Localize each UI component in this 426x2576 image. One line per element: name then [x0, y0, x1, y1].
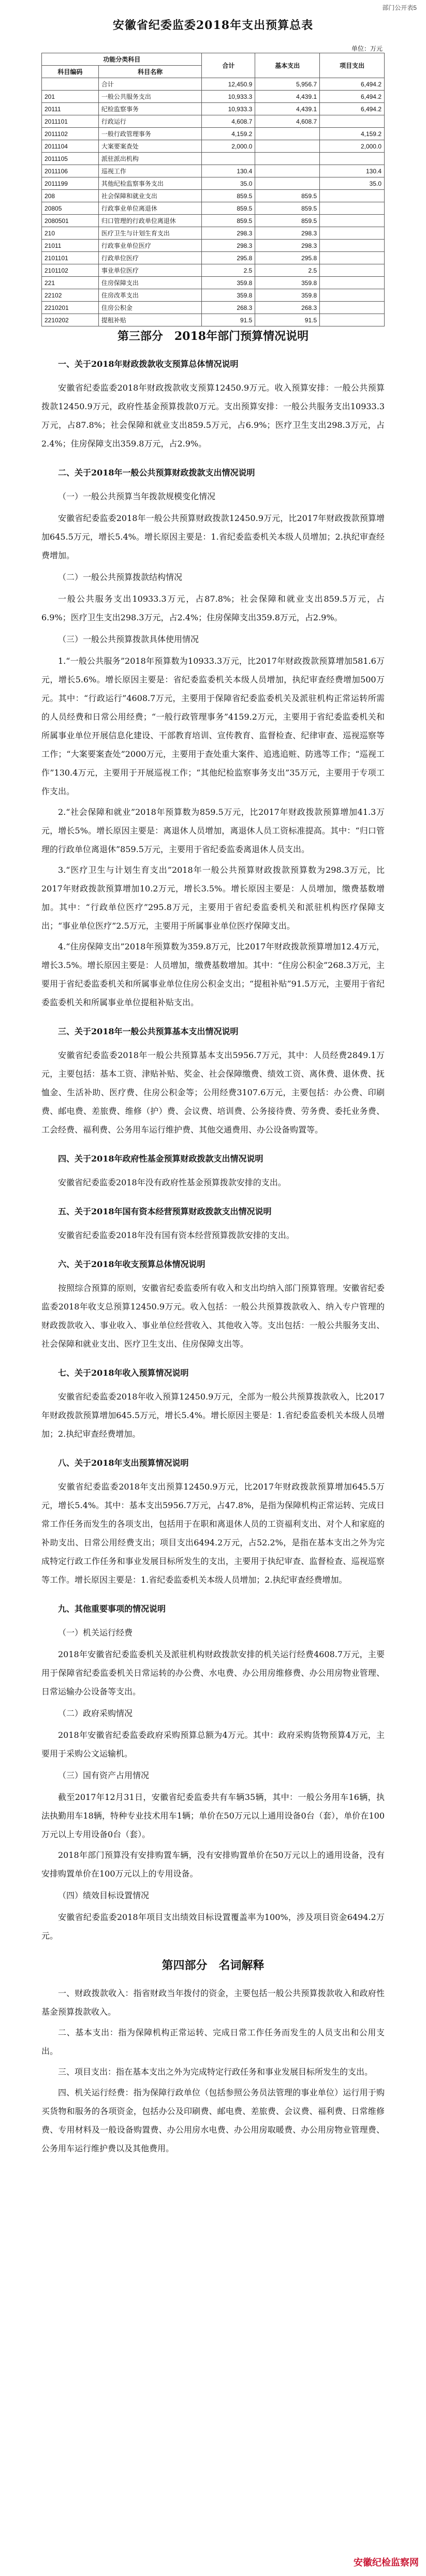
- code-cell: 2210202: [42, 314, 99, 326]
- part4-heading: 第四部分 名词解释: [161, 1959, 265, 1972]
- basic-cell: 295.8: [255, 252, 320, 264]
- code-cell: 20805: [42, 202, 99, 215]
- basic-cell: 859.5: [255, 190, 320, 202]
- subsection-heading: （二）一般公共预算拨款结构情况: [58, 572, 183, 582]
- name-cell: 巡视工作: [98, 165, 202, 177]
- code-cell: 2011199: [42, 177, 99, 190]
- table-row: [42, 289, 385, 302]
- section-heading: 七、关于2018年收入预算情况说明: [58, 1368, 189, 1378]
- project-cell: [320, 153, 385, 165]
- name-cell: 社会保障和就业支出: [98, 190, 202, 202]
- total-cell: 298.3: [202, 240, 255, 252]
- table-row: [42, 177, 385, 190]
- basic-cell: [255, 177, 320, 190]
- basic-cell: 91.5: [255, 314, 320, 326]
- body-paragraph: 2018年安徽省纪委监委机关及派驻机构财政拨款安排的机关运行经费4608.7万元，主要用于保障省纪委监委机关日常运转的办公费、水电费、办公用房维修费、办公用房物业管理、日常运输办公设备等支出。: [41, 1649, 385, 1696]
- project-cell: 2,000.0: [320, 140, 385, 153]
- table-row: [42, 190, 385, 202]
- body-paragraph: 三、项目支出：指在基本支出之外为完成特定行政任务和事业发展目标所发生的支出。: [58, 2067, 373, 2077]
- code-cell: 2011105: [42, 153, 99, 165]
- name-cell: 合计: [98, 78, 202, 91]
- total-cell: 91.5: [202, 314, 255, 326]
- body-paragraph: 二、基本支出：指为保障机构正常运转、完成日常工作任务而发生的人员支出和公用支出。: [41, 2028, 385, 2056]
- header-total-cell: 合计: [202, 53, 255, 78]
- corner-note: 部门公开表5: [382, 4, 417, 11]
- section-heading: 八、关于2018年支出预算情况说明: [58, 1458, 189, 1468]
- project-cell: [320, 252, 385, 264]
- total-cell: 359.8: [202, 289, 255, 302]
- total-cell: 4,159.2: [202, 128, 255, 140]
- code-cell: [42, 78, 99, 91]
- subsection-heading: （一）机关运行经费: [58, 1628, 133, 1637]
- basic-cell: 298.3: [255, 227, 320, 240]
- body-paragraph: 一、财政拨款收入：指省财政当年拨付的资金，主要包括一般公共预算拨款收入和政府性基金预算拨款收入。: [41, 1988, 385, 2017]
- project-cell: [320, 289, 385, 302]
- total-cell: 859.5: [202, 202, 255, 215]
- code-cell: 2011102: [42, 128, 99, 140]
- project-cell: 6,494.2: [320, 103, 385, 115]
- code-cell: 21011: [42, 240, 99, 252]
- project-cell: [320, 240, 385, 252]
- project-cell: [320, 215, 385, 227]
- project-cell: [320, 302, 385, 314]
- body-paragraph: 安徽省纪委监委2018年没有国有资本经营预算拨款安排的支出。: [58, 1230, 295, 1240]
- total-cell: 268.3: [202, 302, 255, 314]
- body-paragraph: 2018年安徽省纪委监委政府采购预算总额为4万元。其中：政府采购货物预算4万元，主要用于采购公文运输机。: [41, 1730, 385, 1759]
- section-heading: 二、关于2018年一般公共预算财政拨款支出情况说明: [58, 468, 255, 478]
- table-row: [42, 103, 385, 115]
- section-heading: 三、关于2018年一般公共预算基本支出情况说明: [58, 1026, 239, 1036]
- basic-cell: 859.5: [255, 215, 320, 227]
- header-group-cell: 功能分类科目: [42, 53, 202, 66]
- total-cell: [202, 153, 255, 165]
- body-paragraph: 安徽省纪委监委2018年没有政府性基金预算拨款安排的支出。: [58, 1178, 286, 1187]
- total-cell: 4,608.7: [202, 115, 255, 128]
- body-paragraph: 一般公共服务支出10933.3万元，占87.8%；社会保障和就业支出859.5万元，占6.9%；医疗卫生支出298.3万元，占2.4%；住房保障支出359.8万元，占2.9%。: [41, 594, 385, 622]
- name-cell: 住房改革支出: [98, 289, 202, 302]
- code-cell: 2101102: [42, 264, 99, 277]
- name-cell: 住房公积金: [98, 302, 202, 314]
- basic-cell: 5,956.7: [255, 78, 320, 91]
- table-row: [42, 215, 385, 227]
- section-heading: 五、关于2018年国有资本经营预算财政拨款支出情况说明: [58, 1207, 272, 1216]
- code-cell: 201: [42, 91, 99, 103]
- code-cell: 22102: [42, 289, 99, 302]
- project-cell: [320, 227, 385, 240]
- project-cell: 35.0: [320, 177, 385, 190]
- section-heading: 四、关于2018年政府性基金预算财政拨款支出情况说明: [58, 1154, 263, 1164]
- table-row: [42, 302, 385, 314]
- code-cell: 2210201: [42, 302, 99, 314]
- body-paragraph: 安徽省纪委监委2018年一般公共预算财政拨款12450.9万元，比2017年财政拨款预算增加645.5万元，增长5.4%。增长原因主要是：1.省纪委监委机关本级人员增加；2.执纪审查经费增加。: [41, 513, 385, 560]
- body-paragraph: 安徽省纪委监委2018年收入预算12450.9万元，全部为一般公共预算拨款收入，比2017年财政拨款预算增加645.5万元，增长5.4%。增长原因主要是：1.省纪委监委机关本级人员增加；2.执纪审查经费增加。: [41, 1392, 385, 1439]
- table-row: [42, 115, 385, 128]
- code-cell: 2011104: [42, 140, 99, 153]
- basic-cell: 859.5: [255, 202, 320, 215]
- budget-table: [41, 53, 385, 326]
- basic-cell: 2.5: [255, 264, 320, 277]
- name-cell: 派驻派出机构: [98, 153, 202, 165]
- table-row: [42, 128, 385, 140]
- body-paragraph: 安徽省纪委监委2018年一般公共预算基本支出5956.7万元，其中：人员经费2849.1万元，主要包括：基本工资、津贴补贴、奖金、社会保障缴费、绩效工资、离休费、退休费、抚恤金、生活补助、医疗费、住房公积金等；公用经费3107.6万元，主要包括：办公费、印刷费、邮电费、差旅费、维修（护）费、会议费、培训费、公务接待费、劳务费、委托业务费、工会经费、福利费、公务用车运行维护费、其他交通费用、办公设备购置等。: [41, 1050, 385, 1135]
- table-row: [42, 227, 385, 240]
- total-cell: 10,933.3: [202, 91, 255, 103]
- body-paragraph: 4.“住房保障支出”2018年预算数为359.8万元，比2017年财政拨款预算增加12.4万元，增长3.5%。增长原因主要是：人员增加，缴费基数增加。其中：“住房公积金”268.3万元，主要用于省纪委监委机关和所属事业单位住房公积金支出；“提租补贴”91.5万元，主要用于省纪委监委机关和所属事业单位提租补贴支出。: [41, 942, 385, 1007]
- body-paragraph: 四、机关运行经费：指为保障行政单位（包括参照公务员法管理的事业单位）运行用于购买货物和服务的各项资金，包括办公及印刷费、邮电费、差旅费、会议费、福利费、日常维修费、专用材料及一般设备购置费、办公用房水电费、办公用房取暖费、办公用房物业管理费、公务用车运行维护费以及其他费用。: [41, 2088, 385, 2153]
- total-cell: 859.5: [202, 190, 255, 202]
- body-paragraph: 3.“医疗卫生与计划生育支出”2018年一般公共预算财政拨款预算数为298.3万元，比2017年财政拨款预算增加10.2万元，增长3.5%。增长原因主要是：人员增加，缴费基数增加。其中：“行政单位医疗”295.8万元，主要用于省纪委监委机关和派驻机构医疗保障支出；“事业单位医疗”2.5万元，主要用于所属事业单位医疗保障支出。: [41, 865, 385, 931]
- code-cell: 208: [42, 190, 99, 202]
- subsection-heading: （一）一般公共预算当年拨款规模变化情况: [58, 492, 216, 501]
- basic-cell: 298.3: [255, 240, 320, 252]
- table-row: [42, 240, 385, 252]
- name-cell: 住房保障支出: [98, 277, 202, 289]
- project-cell: 130.4: [320, 165, 385, 177]
- section-heading: 六、关于2018年收支预算总体情况说明: [58, 1259, 205, 1269]
- basic-cell: 268.3: [255, 302, 320, 314]
- basic-cell: 4,439.1: [255, 91, 320, 103]
- project-cell: 4,159.2: [320, 128, 385, 140]
- header-project-cell: 项目支出: [320, 53, 385, 78]
- section-heading: 九、其他重要事项的情况说明: [58, 1604, 166, 1614]
- name-cell: 提租补贴: [98, 314, 202, 326]
- body-paragraph: 2.“社会保障和就业”2018年预算数为859.5万元，比2017年财政拨款预算增加41.3万元，增长5%。增长原因主要是：离退休人员增加，离退休人员工资标准提高。其中：“归口管理的行政单位离退休”859.5万元，主要用于省纪委监委离退休人员支出。: [41, 807, 385, 854]
- basic-cell: [255, 165, 320, 177]
- total-cell: 2.5: [202, 264, 255, 277]
- total-cell: 298.3: [202, 227, 255, 240]
- name-cell: 一般公共服务支出: [98, 91, 202, 103]
- project-cell: [320, 190, 385, 202]
- body-paragraph: 按照综合预算的原则，安徽省纪委监委所有收入和支出均纳入部门预算管理。安徽省纪委监委2018年收支总预算12450.9万元。收入包括：一般公共预算拨款收入、纳入专户管理的财政拨款收入、事业收入、事业单位经营收入、其他收入等。支出包括：一般公共服务支出、社会保障和就业支出、医疗卫生支出、住房保障支出等。: [41, 1283, 385, 1349]
- name-cell: 归口管理的行政单位离退休: [98, 215, 202, 227]
- name-cell: 行政事业单位医疗: [98, 240, 202, 252]
- name-cell: 一般行政管理事务: [98, 128, 202, 140]
- total-cell: 10,933.3: [202, 103, 255, 115]
- name-cell: 其他纪检监察事务支出: [98, 177, 202, 190]
- basic-cell: [255, 128, 320, 140]
- project-cell: [320, 277, 385, 289]
- subsection-heading: （四）绩效目标设置情况: [58, 1890, 150, 1900]
- project-cell: 6,494.2: [320, 91, 385, 103]
- table-row: [42, 140, 385, 153]
- name-cell: 行政事业单位离退休: [98, 202, 202, 215]
- unit-label: 单位：万元: [351, 45, 383, 52]
- project-cell: [320, 314, 385, 326]
- code-cell: 210: [42, 227, 99, 240]
- subsection-heading: （三）一般公共预算拨款具体使用情况: [58, 634, 199, 644]
- table-row: [42, 202, 385, 215]
- name-cell: 行政运行: [98, 115, 202, 128]
- code-cell: 221: [42, 277, 99, 289]
- total-cell: 295.8: [202, 252, 255, 264]
- table-row: [42, 277, 385, 289]
- body-paragraph: 1.“一般公共服务”2018年预算数为10933.3万元，比2017年财政拨款预算增加581.6万元，增长5.6%。增长原因主要是：省纪委监委机关本级人员增加，执纪审查经费增加500万元。其中：“行政运行”4608.7万元，主要用于保障省纪委监委机关及派驻机构正常运转所需的人员经费和日常公用经费；“一般行政管理事务”4159.2万元，主要用于省纪委监委机关和所属事业单位开展信息化建设、干部教育培训、宣传教育、监督检查、纪律审查、巡视巡察等工作；“大案要案查处”2000万元，主要用于查处重大案件、追逃追赃、防逃等工作；“巡视工作”130.4万元，主要用于开展巡视工作；“其他纪检监察事务支出”35万元，主要用于专项工作支出。: [41, 656, 385, 796]
- body-paragraph: 安徽省纪委监委2018年财政拨款收支预算12450.9万元。收入预算安排：一般公共预算拨款12450.9万元，政府性基金预算拨款0万元。支出预算安排：一般公共服务支出10933.3万元，占87.8%；社会保障和就业支出859.5万元，占6.9%；医疗卫生支出298.3万元，占2.4%；住房保障支出359.8万元，占2.9%。: [41, 383, 385, 449]
- table-row: [42, 165, 385, 177]
- code-cell: 20111: [42, 103, 99, 115]
- project-cell: [320, 264, 385, 277]
- total-cell: 12,450.9: [202, 78, 255, 91]
- total-cell: 130.4: [202, 165, 255, 177]
- project-cell: 6,494.2: [320, 78, 385, 91]
- site-logo: 安徽纪检监察网: [354, 2557, 419, 2568]
- body-paragraph: 安徽省纪委监委2018年项目支出绩效目标设置覆盖率为100%，涉及项目资金6494.2万元。: [41, 1912, 385, 1941]
- body-paragraph: 安徽省纪委监委2018年支出预算12450.9万元，比2017年财政拨款预算增加645.5万元，增长5.4%。其中：基本支出5956.7万元，占47.8%，是指为保障机构正常运转、完成日常工作任务而发生的各项支出，包括用于在职和离退休人员的工资福利支出、对个人和家庭的补助支出、日常公用经费支出；项目支出6494.2万元，占52.2%，是指在基本支出之外为完成特定行政工作任务和事业发展目标所发生的支出，主要用于执纪审查、监督检查、巡视巡察等工作。增长原因主要是：1.省纪委监委机关本级人员增加；2.执纪审查经费增加。: [41, 1482, 385, 1585]
- part3-heading: 第三部分 2018年部门预算情况说明: [117, 330, 309, 343]
- header-name-cell: 科目名称: [98, 66, 202, 78]
- table-row: [42, 264, 385, 277]
- project-cell: [320, 202, 385, 215]
- body-paragraph: 2018年部门预算没有安排购置车辆，没有安排购置单价在50万元以上的通用设备，没有安排购置单价在100万元以上的专用设备。: [41, 1850, 385, 1879]
- code-cell: 2101101: [42, 252, 99, 264]
- name-cell: 事业单位医疗: [98, 264, 202, 277]
- body-paragraph: 截至2017年12月31日，安徽省纪委监委共有车辆35辆，其中：一般公务用车16辆，执法执勤用车18辆，特种专业技术用车1辆；单价在50万元以上通用设备0台（套），单价在100万元以上专用设备0台（套）。: [41, 1792, 385, 1839]
- basic-cell: [255, 140, 320, 153]
- name-cell: 纪检监察事务: [98, 103, 202, 115]
- code-cell: 2011101: [42, 115, 99, 128]
- table-row: [42, 314, 385, 326]
- name-cell: 大案要案查处: [98, 140, 202, 153]
- section-heading: 一、关于2018年财政拨款收支预算总体情况说明: [58, 359, 239, 369]
- name-cell: 行政单位医疗: [98, 252, 202, 264]
- header-basic-cell: 基本支出: [255, 53, 320, 78]
- table-row: [42, 252, 385, 264]
- table-row: [42, 78, 385, 91]
- basic-cell: 359.8: [255, 277, 320, 289]
- project-cell: [320, 115, 385, 128]
- table-header-row: [42, 53, 385, 66]
- explanation-body: [41, 355, 385, 2158]
- table-title: 安徽省纪委监委2018年支出预算总表: [112, 19, 314, 32]
- basic-cell: 4,608.7: [255, 115, 320, 128]
- code-cell: 2080501: [42, 215, 99, 227]
- name-cell: 医疗卫生与计划生育支出: [98, 227, 202, 240]
- basic-cell: 4,439.1: [255, 103, 320, 115]
- code-cell: 2011106: [42, 165, 99, 177]
- table-row: [42, 91, 385, 103]
- total-cell: 35.0: [202, 177, 255, 190]
- basic-cell: [255, 153, 320, 165]
- total-cell: 859.5: [202, 215, 255, 227]
- subsection-heading: （三）国有资产占用情况: [58, 1770, 150, 1780]
- table-row: [42, 153, 385, 165]
- total-cell: 359.8: [202, 277, 255, 289]
- basic-cell: 359.8: [255, 289, 320, 302]
- total-cell: 2,000.0: [202, 140, 255, 153]
- subsection-heading: （二）政府采购情况: [58, 1708, 133, 1718]
- header-code-cell: 科目编码: [42, 66, 99, 78]
